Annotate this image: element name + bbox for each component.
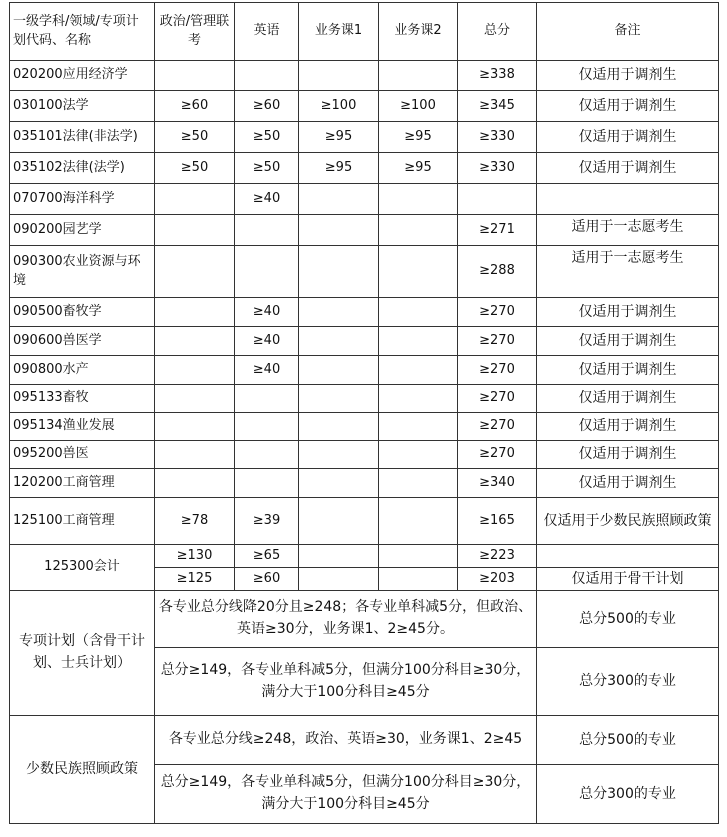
total-cell — [458, 184, 537, 215]
english-cell: ≥40 — [235, 184, 299, 215]
total-cell: ≥340 — [458, 469, 537, 498]
total-cell: ≥270 — [458, 385, 537, 413]
total-cell: ≥270 — [458, 441, 537, 469]
remark-cell: 仅适用于骨干计划 — [537, 568, 719, 591]
remark-cell: 仅适用于调剂生 — [537, 441, 719, 469]
course2-cell — [379, 246, 458, 298]
course1-cell — [299, 327, 379, 356]
header-subject: 一级学科/领域/专项计划代码、名称 — [10, 3, 155, 61]
course2-cell — [379, 545, 458, 568]
remark-cell — [537, 545, 719, 568]
english-cell: ≥50 — [235, 153, 299, 184]
politics-cell — [155, 298, 235, 327]
header-english: 英语 — [235, 3, 299, 61]
course2-cell — [379, 498, 458, 545]
remark-cell: 仅适用于调剂生 — [537, 327, 719, 356]
subject-cell: 090200园艺学 — [10, 215, 155, 246]
table-row — [10, 441, 719, 469]
politics-cell — [155, 327, 235, 356]
course1-cell — [299, 215, 379, 246]
special-plan-name: 专项计划（含骨干计划、士兵计划） — [10, 591, 155, 716]
politics-cell: ≥125 — [155, 568, 235, 591]
course1-cell: ≥95 — [299, 153, 379, 184]
course1-cell — [299, 246, 379, 298]
remark-cell: 适用于一志愿考生 — [537, 215, 719, 246]
minority-rule-text: 总分≥149，各专业单科减5分，但满分100分科目≥30分，满分大于100分科目≥45分 — [155, 765, 537, 824]
course2-cell — [379, 356, 458, 385]
english-cell — [235, 215, 299, 246]
total-cell: ≥330 — [458, 153, 537, 184]
course1-cell — [299, 545, 379, 568]
subject-cell: 090600兽医学 — [10, 327, 155, 356]
politics-cell: ≥50 — [155, 153, 235, 184]
total-cell: ≥270 — [458, 356, 537, 385]
total-cell: ≥345 — [458, 91, 537, 122]
table-row — [10, 385, 719, 413]
politics-cell — [155, 385, 235, 413]
remark-cell: 仅适用于调剂生 — [537, 298, 719, 327]
politics-cell: ≥50 — [155, 122, 235, 153]
total-cell: ≥270 — [458, 413, 537, 441]
english-cell: ≥40 — [235, 327, 299, 356]
remark-cell: 仅适用于调剂生 — [537, 61, 719, 91]
remark-cell: 仅适用于调剂生 — [537, 122, 719, 153]
course1-cell — [299, 413, 379, 441]
remark-cell: 仅适用于调剂生 — [537, 356, 719, 385]
course2-cell: ≥95 — [379, 122, 458, 153]
subject-cell: 090500畜牧学 — [10, 298, 155, 327]
total-cell: ≥165 — [458, 498, 537, 545]
table-row — [10, 122, 719, 153]
total-cell: ≥271 — [458, 215, 537, 246]
special-plan-row — [10, 591, 719, 648]
header-politics: 政治/管理联考 — [155, 3, 235, 61]
total-cell: ≥270 — [458, 327, 537, 356]
remark-cell — [537, 184, 719, 215]
politics-cell — [155, 441, 235, 469]
politics-cell — [155, 469, 235, 498]
remark-cell: 仅适用于调剂生 — [537, 153, 719, 184]
subject-cell: 030100法学 — [10, 91, 155, 122]
english-cell — [235, 413, 299, 441]
remark-cell: 仅适用于调剂生 — [537, 469, 719, 498]
english-cell — [235, 385, 299, 413]
course2-cell — [379, 298, 458, 327]
subject-cell: 125100工商管理 — [10, 498, 155, 545]
subject-cell: 120200工商管理 — [10, 469, 155, 498]
politics-cell: ≥60 — [155, 91, 235, 122]
course1-cell — [299, 498, 379, 545]
remark-cell: 仅适用于调剂生 — [537, 91, 719, 122]
english-cell: ≥39 — [235, 498, 299, 545]
course1-cell: ≥95 — [299, 122, 379, 153]
total-cell: ≥288 — [458, 246, 537, 298]
minority-rule-remark: 总分300的专业 — [537, 765, 719, 824]
header-course1: 业务课1 — [299, 3, 379, 61]
subject-cell: 035102法律(法学) — [10, 153, 155, 184]
special-rule-text: 总分≥149，各专业单科减5分，但满分100分科目≥30分，满分大于100分科目≥45分 — [155, 648, 537, 716]
politics-cell — [155, 356, 235, 385]
minority-policy-name: 少数民族照顾政策 — [10, 716, 155, 824]
header-total: 总分 — [458, 3, 537, 61]
course2-cell — [379, 215, 458, 246]
politics-cell — [155, 61, 235, 91]
table-row — [10, 215, 719, 246]
course1-cell — [299, 356, 379, 385]
minority-rule-text: 各专业总分线≥248，政治、英语≥30，业务课1、2≥45 — [155, 716, 537, 765]
subject-cell: 125300会计 — [10, 545, 155, 591]
table-row — [10, 246, 719, 298]
course2-cell — [379, 413, 458, 441]
subject-cell: 070700海洋科学 — [10, 184, 155, 215]
politics-cell: ≥130 — [155, 545, 235, 568]
english-cell — [235, 246, 299, 298]
total-cell: ≥203 — [458, 568, 537, 591]
english-cell: ≥65 — [235, 545, 299, 568]
english-cell: ≥50 — [235, 122, 299, 153]
table-row — [10, 545, 719, 568]
table-row — [10, 184, 719, 215]
table-row — [10, 356, 719, 385]
table-row — [10, 327, 719, 356]
minority-policy-row — [10, 716, 719, 765]
course1-cell — [299, 469, 379, 498]
total-cell: ≥223 — [458, 545, 537, 568]
total-cell: ≥338 — [458, 61, 537, 91]
course2-cell — [379, 441, 458, 469]
politics-cell — [155, 413, 235, 441]
header-row — [10, 3, 719, 61]
english-cell: ≥60 — [235, 568, 299, 591]
total-cell: ≥330 — [458, 122, 537, 153]
politics-cell — [155, 246, 235, 298]
english-cell — [235, 441, 299, 469]
table-row — [10, 469, 719, 498]
course1-cell — [299, 184, 379, 215]
remark-cell: 仅适用于调剂生 — [537, 413, 719, 441]
subject-cell: 035101法律(非法学) — [10, 122, 155, 153]
subject-cell: 095134渔业发展 — [10, 413, 155, 441]
course2-cell — [379, 469, 458, 498]
special-rule-remark: 总分500的专业 — [537, 591, 719, 648]
course1-cell — [299, 568, 379, 591]
english-cell: ≥40 — [235, 298, 299, 327]
table-row — [10, 413, 719, 441]
course1-cell — [299, 298, 379, 327]
table-row — [10, 153, 719, 184]
subject-cell: 020200应用经济学 — [10, 61, 155, 91]
table-row — [10, 61, 719, 91]
subject-cell: 090800水产 — [10, 356, 155, 385]
course1-cell — [299, 441, 379, 469]
minority-rule-remark: 总分500的专业 — [537, 716, 719, 765]
english-cell: ≥40 — [235, 356, 299, 385]
subject-cell: 095133畜牧 — [10, 385, 155, 413]
header-remark: 备注 — [537, 3, 719, 61]
english-cell — [235, 61, 299, 91]
header-course2: 业务课2 — [379, 3, 458, 61]
english-cell: ≥60 — [235, 91, 299, 122]
table-row — [10, 298, 719, 327]
course2-cell — [379, 385, 458, 413]
english-cell — [235, 469, 299, 498]
course2-cell — [379, 568, 458, 591]
total-cell: ≥270 — [458, 298, 537, 327]
politics-cell — [155, 184, 235, 215]
course2-cell: ≥100 — [379, 91, 458, 122]
score-table — [9, 2, 719, 824]
course2-cell — [379, 61, 458, 91]
course2-cell: ≥95 — [379, 153, 458, 184]
course1-cell: ≥100 — [299, 91, 379, 122]
course2-cell — [379, 327, 458, 356]
course1-cell — [299, 61, 379, 91]
subject-cell: 090300农业资源与环境 — [10, 246, 155, 298]
course2-cell — [379, 184, 458, 215]
politics-cell — [155, 215, 235, 246]
table-row — [10, 498, 719, 545]
remark-cell: 仅适用于调剂生 — [537, 385, 719, 413]
politics-cell: ≥78 — [155, 498, 235, 545]
table-row — [10, 91, 719, 122]
special-rule-remark: 总分300的专业 — [537, 648, 719, 716]
remark-cell: 仅适用于少数民族照顾政策 — [537, 498, 719, 545]
special-rule-text: 各专业总分线降20分且≥248；各专业单科减5分，但政治、英语≥30分，业务课1、2≥45分。 — [155, 591, 537, 648]
subject-cell: 095200兽医 — [10, 441, 155, 469]
remark-cell: 适用于一志愿考生 — [537, 246, 719, 298]
course1-cell — [299, 385, 379, 413]
